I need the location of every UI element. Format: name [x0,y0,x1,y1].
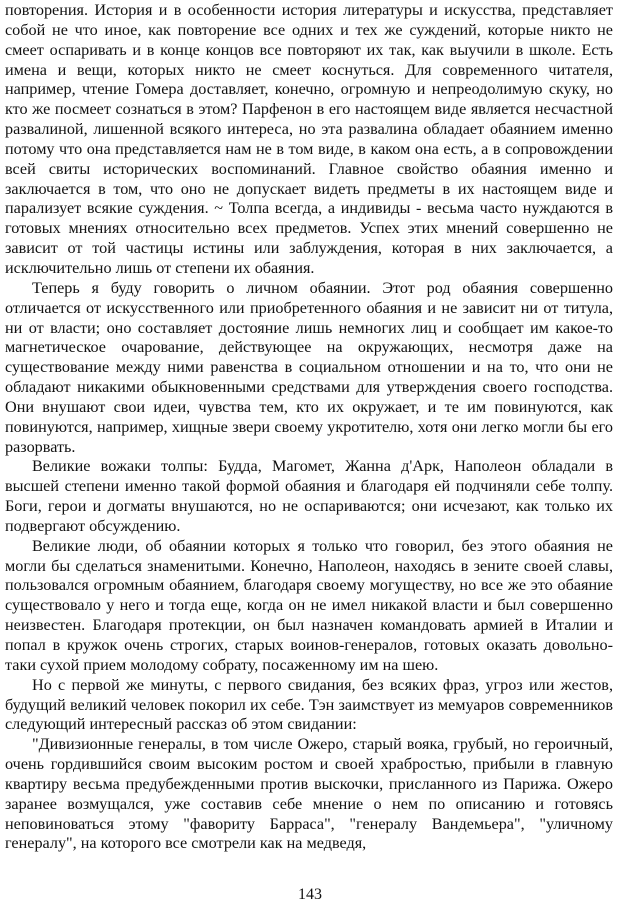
paragraph-napoleon: Великие люди, об обаянии которых я только что говорил, без этого обаяния не могли бы сделаться знаменитыми. Конечно, Наполеон, находясь в зените своей славы, пользовался огромным обаянием, благодаря своему могуществу, но все же это обаяние существовало у него и тогда еще, когда он не имел никакой власти и был совершенно неизвестен. Благодаря протекции, он был назначен командовать армией в Италии и попал в кружок очень строгих, старых воинов-генералов, готовых оказать довольно-таки сухой прием молодому собрату, посаженному им на шею. [5,536,613,674]
body-text [5,1,613,854]
page-number: 143 [298,886,322,903]
paragraph-personal-charm: Теперь я буду говорить о личном обаянии. Этот род обаяния совершенно отличается от искусственного или приобретенного обаяния и не зависит ни от титула, ни от власти; оно составляет достояние лишь немногих лиц и сообщает им какое-то магнетическое очарование, действующее на окружающих, несмотря даже на существование между ними равенства в социальном отношении и на то, что они не обладают никакими обыкновенными средствами для утверждения своего господства. Они внушают свои идеи, чувства тем, кто их окружает, и те им повинуются, как повинуются, например, хищные звери своему укротителю, хотя они легко могли бы его разорвать. [5,278,613,456]
paragraph-continuation: повторения. История и в особенности история литературы и искусства, представляет собой не что иное, как повторение все одних и тех же суждений, которые никто не смеет оспаривать и в конце концов все повторяют их так, как выучили в школе. Есть имена и вещи, которых никто не смеет коснуться. Для современного читателя, например, чтение Гомера доставляет, конечно, огромную и непреодолимую скуку, но кто же посмеет сознаться в этом? Парфенон в его настоящем виде является несчастной развалиной, лишенной всякого интереса, но эта развалина обладает обаянием именно потому что она представляется нам не в том виде, в каком она есть, а в сопровождении всей свиты исторических воспоминаний. Главное свойство обаяния именно и заключается в том, что оно не допускает видеть предметы в их настоящем виде и парализует всякие суждения. ~ Толпа всегда, а индивиды - весьма часто нуждаются в готовых мнениях относительно всех предметов. Успех этих мнений совершенно не зависит от той частицы истины или заблуждения, которая в них заключается, а исключительно лишь от степени их обаяния. [5,1,613,277]
paragraph-great-leaders: Великие вожаки толпы: Будда, Магомет, Жанна д'Арк, Наполеон обладали в высшей степени именно такой формой обаяния и благодаря ей подчиняли себе толпу. Боги, герои и догматы внушаются, но не оспариваются; они исчезают, как только их подвергают обсуждению. [5,457,613,535]
paragraph-first-meeting: Но с первой же минуты, с первого свидания, без всяких фраз, угроз или жестов, будущий великий человек покорил их себе. Тэн заимствует из мемуаров современников следующий интересный рассказ об этом свидании: [5,675,613,734]
paragraph-quote-generals: "Дивизионные генералы, в том числе Ожеро, старый вояка, грубый, но героичный, очень гордившийся своим высоким ростом и своей храбростью, прибыли в главную квартиру весьма предубежденными против выскочки, присланного из Парижа. Ожеро заранее возмущался, уже составив себе мнение о нем по описанию и готовясь неповиноваться этому "фавориту Барраса", "генералу Вандемьера", "уличному генералу", на которого все смотрели как на медведя, [5,735,613,853]
